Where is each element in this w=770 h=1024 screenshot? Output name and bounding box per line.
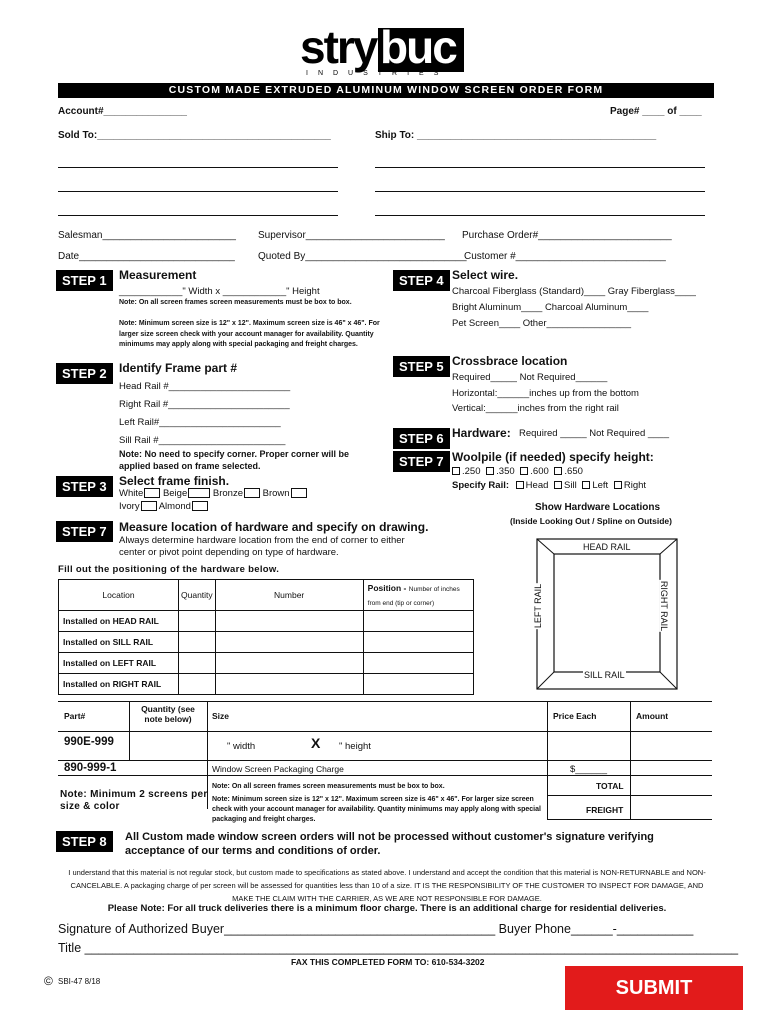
left-rail-quantity[interactable] — [179, 653, 216, 674]
step-4-heading: Select wire. — [452, 268, 519, 282]
table-row — [59, 653, 474, 674]
woolpile-650-checkbox[interactable] — [554, 467, 562, 475]
col-position — [363, 580, 473, 611]
rail-right-checkbox[interactable] — [614, 481, 622, 489]
diagram-title: Show Hardware Locations — [535, 502, 661, 513]
total-label: TOTAL — [596, 781, 624, 791]
finish-beige-box[interactable] — [188, 488, 210, 498]
step-3-heading: Select frame finish. — [119, 474, 230, 488]
head-rail-quantity[interactable] — [179, 611, 216, 632]
ship-to-field[interactable]: Ship To: ___________________________________________ — [375, 130, 657, 141]
hardware-location-instructions: Always determine hardware location from the end of corner to either center or pivot point depending on type of hardware. — [119, 535, 405, 558]
woolpile-sizes — [452, 466, 583, 477]
woolpile-250-label: .250 — [462, 466, 481, 477]
woolpile-600-checkbox[interactable] — [520, 467, 528, 475]
diagram-subtitle: (Inside Looking Out / Spline on Outside) — [510, 516, 672, 526]
rail-head-checkbox[interactable] — [516, 481, 524, 489]
col-position-note: Number of inches from end (tip or corner) — [367, 586, 460, 607]
signature-requirement: All Custom made window screen orders will not be processed without customer's signature verifying acceptance of our terms and conditions of order. — [125, 831, 654, 857]
col-number: Number — [215, 580, 363, 611]
company-logo — [300, 22, 470, 78]
finish-brown-box[interactable] — [291, 488, 307, 498]
order-col-part: Part# — [64, 711, 86, 721]
left-rail-position[interactable] — [363, 653, 473, 674]
row-right-rail-label: Installed on RIGHT RAIL — [59, 674, 179, 695]
box-to-box-note: Note: On all screen frames screen measurements must be box to box. — [119, 299, 352, 306]
freight-label: FREIGHT — [586, 805, 624, 815]
row-head-rail-label: Installed on HEAD RAIL — [59, 611, 179, 632]
order-col-amount: Amount — [636, 711, 669, 721]
head-rail-position[interactable] — [363, 611, 473, 632]
packaging-price[interactable]: $______ — [570, 764, 607, 775]
account-field[interactable]: Account#_______________ — [58, 106, 187, 117]
hardware-required-field[interactable]: Required _____ Not Required ____ — [519, 428, 669, 439]
step-8-badge: STEP 8 — [56, 831, 113, 852]
row-left-rail-label: Installed on LEFT RAIL — [59, 653, 179, 674]
purchase-order-field[interactable]: Purchase Order#________________________ — [462, 230, 672, 241]
sold-to-line[interactable] — [58, 191, 338, 192]
left-rail-field[interactable]: Left Rail#_______________________ — [119, 417, 281, 428]
finish-bronze-box[interactable] — [244, 488, 260, 498]
table-row — [59, 611, 474, 632]
sold-to-line[interactable] — [58, 167, 338, 168]
part-890-999-1: 890-999-1 — [64, 762, 117, 774]
size-limit-note: Note: Minimum screen size is 12" x 12". Maximum screen size is 46" x 46". For larger size screen check with your account manager for availability. Quantity minimums may apply along with special packaging and freight charges. — [119, 320, 380, 348]
rail-sill-label: Sill — [564, 480, 577, 491]
right-rail-number[interactable] — [215, 674, 363, 695]
finish-ivory-box[interactable] — [141, 501, 157, 511]
left-rail-number[interactable] — [215, 653, 363, 674]
salesman-field[interactable]: Salesman________________________ — [58, 230, 236, 241]
dimensions-field[interactable]: ____________" Width x ____________" Height — [119, 286, 320, 297]
woolpile-600-label: .600 — [530, 466, 549, 477]
col-position-label: Position - — [367, 583, 407, 593]
woolpile-heading: Woolpile (if needed) specify height: — [452, 450, 654, 464]
order-rule — [547, 795, 712, 796]
step-1-badge: STEP 1 — [56, 270, 113, 291]
wire-options-2[interactable]: Bright Aluminum____ Charcoal Aluminum____ — [452, 302, 649, 313]
size-order-note: Note: Minimum screen size is 12" x 12". Maximum screen size is 46" x 46". For larger size screen check with your account manager for availability. Quantity minimums may apply along with special packaging and freight charges. — [212, 796, 541, 823]
woolpile-350-label: .350 — [496, 466, 515, 477]
crossbrace-required[interactable]: Required_____ Not Required______ — [452, 372, 608, 383]
width-input[interactable]: " width — [227, 741, 256, 752]
head-rail-number[interactable] — [215, 611, 363, 632]
table-row — [59, 674, 474, 695]
positioning-table — [58, 579, 474, 695]
crossbrace-horizontal[interactable]: Horizontal:______inches up from the bottom — [452, 388, 639, 399]
order-col-size: Size — [212, 711, 230, 721]
specify-rail-label: Specify Rail: — [452, 480, 510, 491]
corner-note: Note: No need to specify corner. Proper corner will be applied based on frame selected. — [119, 449, 350, 471]
form-code: SBI-47 8/18 — [58, 977, 101, 986]
wire-options-3[interactable]: Pet Screen____ Other________________ — [452, 318, 632, 329]
rail-head-label: Head — [525, 480, 549, 491]
logo-text: stry — [300, 21, 377, 73]
rail-right-label: Right — [623, 480, 647, 491]
wire-options-1[interactable]: Charcoal Fiberglass (Standard)____ Gray Fiberglass____ — [452, 286, 696, 297]
title-field[interactable]: Title ______________________________________________________________________________________________ — [58, 941, 739, 955]
step-6-heading: Hardware: — [452, 426, 511, 440]
woolpile-250-checkbox[interactable] — [452, 467, 460, 475]
times-x: X — [311, 735, 321, 751]
hardware-diagram[interactable] — [536, 538, 678, 690]
right-rail-position[interactable] — [363, 674, 473, 695]
step-7-badge: STEP 7 — [56, 521, 113, 542]
supervisor-field[interactable]: Supervisor_________________________ — [258, 230, 445, 241]
finish-bronze-label: Bronze — [212, 488, 243, 499]
order-rule — [547, 819, 712, 820]
sill-rail-quantity[interactable] — [179, 632, 216, 653]
rail-sill-checkbox[interactable] — [554, 481, 562, 489]
col-location: Location — [59, 580, 179, 611]
terms-text: I understand that this material is not regular stock, but custom made to specifications as stated above. I understand and accept the condition that this material is NON-RETURNABLE and NON-CANCELABLE. A packaging charge of per screen will be assessed for quantities less than 10 of a size. IT IS THE RESPONSIBILITY OF THE CUSTOMER TO INSPECT FOR DAMAGE, AND MAKE THE CLAIM WITH THE CARRIER, AS WE ARE NOT RESPONSIBLE FOR DAMAGE. — [68, 868, 706, 903]
form-title: CUSTOM MADE EXTRUDED ALUMINUM WINDOW SCREEN ORDER FORM — [58, 83, 714, 98]
step-5-heading: Crossbrace location — [452, 354, 568, 368]
order-rule — [58, 731, 712, 732]
diagram-left-rail: LEFT RAIL — [533, 583, 544, 629]
sill-rail-field[interactable]: Sill Rail #________________________ — [119, 435, 286, 446]
ship-to-line[interactable] — [375, 167, 705, 168]
crossbrace-vertical[interactable]: Vertical:______inches from the right rail — [452, 403, 619, 414]
finish-white-box[interactable] — [144, 488, 160, 498]
sill-rail-number[interactable] — [215, 632, 363, 653]
sill-rail-position[interactable] — [363, 632, 473, 653]
fax-instruction: FAX THIS COMPLETED FORM TO: 610-534-3202 — [291, 957, 485, 967]
ship-to-line[interactable] — [375, 215, 705, 216]
table-row — [59, 632, 474, 653]
date-field[interactable]: Date____________________________ — [58, 251, 235, 262]
packaging-charge: Window Screen Packaging Charge — [212, 764, 344, 774]
minimum-screens-note: Note: Minimum 2 screens per size & color — [60, 789, 208, 812]
step-3-badge: STEP 3 — [56, 476, 113, 497]
step-7-hardware-heading: Measure location of hardware and specify on drawing. — [119, 520, 429, 534]
diagram-head-rail: HEAD RAIL — [583, 542, 631, 552]
diagram-right-rail: RIGHT RAIL — [659, 580, 670, 632]
rail-left-checkbox[interactable] — [582, 481, 590, 489]
row-sill-rail-label: Installed on SILL RAIL — [59, 632, 179, 653]
buyer-signature-field[interactable]: Signature of Authorized Buyer_______________________________________ Buyer Phone______-___________ — [58, 922, 694, 936]
head-rail-field[interactable]: Head Rail #_______________________ — [119, 381, 291, 392]
order-rule — [58, 760, 712, 761]
right-rail-quantity[interactable] — [179, 674, 216, 695]
finish-almond-box[interactable] — [192, 501, 208, 511]
positioning-heading: Fill out the positioning of the hardware below. — [58, 564, 280, 575]
box-to-box-order-note: Note: On all screen frames screen measurements must be box to box. — [212, 783, 445, 790]
woolpile-rails — [452, 480, 646, 491]
step-4-badge: STEP 4 — [393, 270, 450, 291]
part-990e-999: 990E-999 — [64, 736, 114, 748]
sold-to-field[interactable]: Sold To:__________________________________________ — [58, 130, 331, 141]
finish-row-2 — [119, 501, 208, 512]
finish-almond-label: Almond — [158, 501, 191, 512]
order-col-quantity: Quantity (see note below) — [141, 704, 195, 724]
diagram-sill-rail: SILL RAIL — [584, 670, 625, 680]
logo-subtitle: INDUSTRIES — [306, 70, 449, 77]
copyright-icon: © — [44, 974, 53, 988]
finish-white-label: White — [119, 488, 144, 499]
col-quantity: Quantity — [179, 580, 216, 611]
quoted-by-field[interactable]: Quoted By_____________________________ — [258, 251, 467, 262]
finish-ivory-label: Ivory — [119, 501, 140, 512]
step-1-heading: Measurement — [119, 268, 197, 282]
step-6-badge: STEP 6 — [393, 428, 450, 449]
woolpile-650-label: .650 — [564, 466, 583, 477]
finish-row-1 — [119, 488, 307, 499]
submit-button[interactable]: SUBMIT — [565, 966, 743, 1010]
step-7-woolpile-badge: STEP 7 — [393, 451, 450, 472]
logo-boxed-text: buc — [380, 21, 456, 73]
order-col-price: Price Each — [553, 711, 597, 721]
step-2-badge: STEP 2 — [56, 363, 113, 384]
right-rail-field[interactable]: Right Rail #_______________________ — [119, 399, 290, 410]
rail-left-label: Left — [592, 480, 609, 491]
sold-to-line[interactable] — [58, 215, 338, 216]
delivery-notice: Please Note: For all truck deliveries there is a minimum floor charge. There is an additional charge for residential deliveries. — [107, 903, 667, 914]
order-top-rule — [58, 701, 712, 702]
order-rule — [58, 775, 712, 776]
customer-number-field[interactable]: Customer #___________________________ — [464, 251, 666, 262]
ship-to-line[interactable] — [375, 191, 705, 192]
woolpile-350-checkbox[interactable] — [486, 467, 494, 475]
height-input[interactable]: " height — [339, 741, 371, 752]
step-5-badge: STEP 5 — [393, 356, 450, 377]
page-field[interactable]: Page# ____ of ____ — [610, 106, 702, 117]
step-2-heading: Identify Frame part # — [119, 361, 238, 375]
finish-beige-label: Beige — [162, 488, 188, 499]
finish-brown-label: Brown — [262, 488, 290, 499]
